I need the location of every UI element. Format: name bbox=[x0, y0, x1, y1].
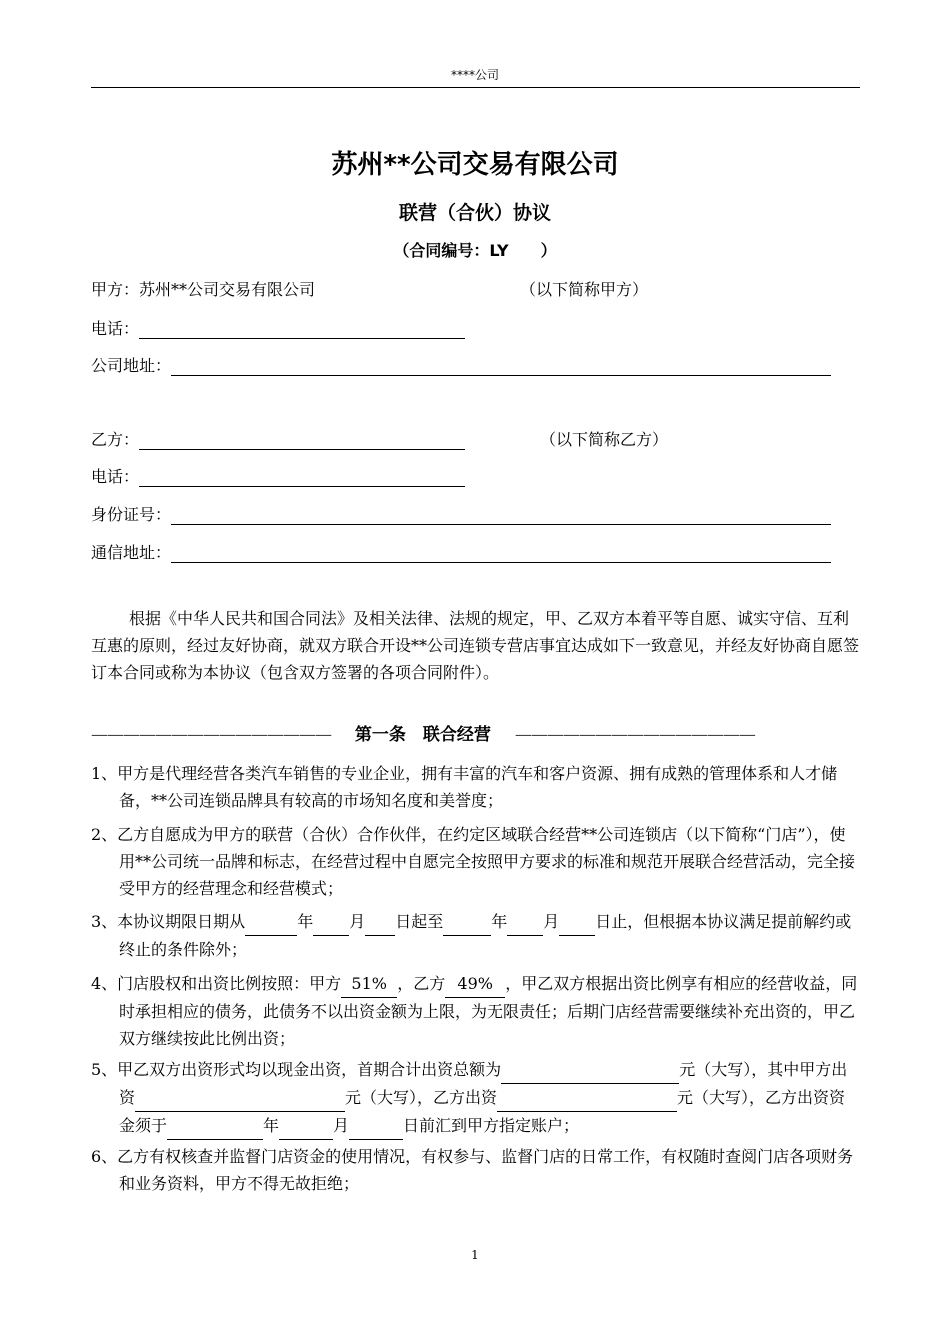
clause-item-2: 2、乙方自愿成为甲方的联营（合伙）合作伙伴，在约定区域联合经营**公司连锁店（以下简称“门店”），使用**公司统一品牌和标志，在经营过程中自愿完全按照甲方要求的标准和规范开展联合经营活动，完全接受甲方的经营理念和经营模式； bbox=[91, 825, 856, 898]
deposit-year-blank[interactable] bbox=[167, 1112, 263, 1140]
party-b-phone-field[interactable] bbox=[139, 468, 465, 487]
deposit-day-blank[interactable] bbox=[349, 1112, 403, 1140]
party-a-phone-label: 电话： bbox=[91, 319, 140, 338]
party-b-capital-blank[interactable] bbox=[497, 1084, 677, 1112]
party-b-name-field[interactable] bbox=[139, 431, 465, 450]
party-a-phone-field[interactable] bbox=[139, 320, 465, 339]
party-a-name: 苏州**公司交易有限公司 bbox=[139, 280, 316, 299]
clause-item-6: 6、乙方有权核查并监督门店资金的使用情况，有权参与、监督门店的日常工作，有权随时查阅门店各项财务和业务资料，甲方不得无故拒绝； bbox=[91, 1147, 854, 1193]
party-a-share[interactable]: 51% bbox=[341, 970, 397, 998]
party-b-address-row bbox=[91, 540, 831, 563]
party-b-id-field[interactable] bbox=[171, 506, 831, 525]
page-number: 1 bbox=[471, 1248, 479, 1262]
end-month-blank[interactable] bbox=[507, 908, 543, 936]
party-a-label: 甲方： bbox=[91, 280, 140, 299]
party-a-capital-blank[interactable] bbox=[135, 1084, 345, 1112]
party-a-address-field[interactable] bbox=[171, 357, 831, 376]
right-rule: ——————————————— bbox=[514, 725, 755, 745]
party-b-phone-row bbox=[91, 464, 465, 487]
clause-item-3: 3、本协议期限日期从 年 月 日起至 年 月 日止，但根据本协议满足提前解约或终止的条件除外； bbox=[91, 908, 861, 963]
page-header: ****公司 bbox=[450, 68, 499, 82]
party-b-alias: （以下简称乙方） bbox=[540, 430, 669, 449]
total-capital-blank[interactable] bbox=[501, 1056, 679, 1084]
clause-item-4: 4、门店股权和出资比例按照：甲方 51% ，乙方 49% ，甲乙双方根据出资比例享有相应的经营收益，同时承担相应的债务，此债务不以出资金额为上限，为无限责任；后期门店经营需要继续补充出资的，甲乙双方继续按此比例出资； bbox=[91, 970, 861, 1052]
start-day-blank[interactable] bbox=[365, 908, 395, 936]
party-b-share[interactable]: 49% bbox=[445, 970, 505, 998]
end-year-blank[interactable] bbox=[443, 908, 491, 936]
section-1-heading-row bbox=[91, 720, 860, 745]
left-rule: ——————————————— bbox=[91, 725, 331, 745]
header-divider bbox=[91, 87, 860, 88]
start-year-blank[interactable] bbox=[245, 908, 297, 936]
party-b-id-row bbox=[91, 502, 831, 525]
party-a-phone-row bbox=[91, 316, 465, 339]
deposit-month-blank[interactable] bbox=[279, 1112, 333, 1140]
party-b-phone-label: 电话： bbox=[91, 467, 140, 486]
party-b-label: 乙方： bbox=[91, 430, 140, 449]
party-b-row bbox=[91, 427, 465, 450]
party-a-address-row bbox=[91, 353, 831, 376]
clause-item-1: 1、甲方是代理经营各类汽车销售的专业企业，拥有丰富的汽车和客户资源、拥有成熟的管理体系和人才储备，**公司连锁品牌具有较高的市场知名度和美誉度； bbox=[91, 764, 838, 810]
party-b-address-field[interactable] bbox=[171, 544, 831, 563]
party-b-id-label: 身份证号： bbox=[91, 505, 172, 524]
start-month-blank[interactable] bbox=[313, 908, 349, 936]
clause-item-5: 5、甲乙双方出资形式均以现金出资，首期合计出资总额为 元（大写），其中甲方出资 元（大写），乙方出资 元（大写），乙方出资资金须于 年 月 日前汇到甲方指定账户； bbox=[91, 1056, 861, 1140]
party-b-address-label: 通信地址： bbox=[91, 543, 172, 562]
section-1-heading: 第一条 联合经营 bbox=[354, 725, 491, 745]
preamble-paragraph: 根据《中华人民共和国合同法》及相关法律、法规的规定，甲、乙双方本着平等自愿、诚实守信、互利互惠的原则，经过友好协商，就双方联合开设**公司连锁专营店事宜达成如下一致意见，并经友好协商自愿签订本合同或称为本协议（包含双方签署的各项合同附件）。 bbox=[91, 609, 860, 682]
contract-number: （合同编号：LY ） bbox=[393, 241, 557, 260]
party-a-address-label: 公司地址： bbox=[91, 356, 172, 375]
end-day-blank[interactable] bbox=[559, 908, 595, 936]
party-a-line bbox=[91, 277, 315, 300]
party-a-alias: （以下简称甲方） bbox=[520, 280, 649, 299]
document-subtitle: 联营（合伙）协议 bbox=[398, 202, 551, 224]
document-title: 苏州**公司交易有限公司 bbox=[331, 150, 619, 180]
